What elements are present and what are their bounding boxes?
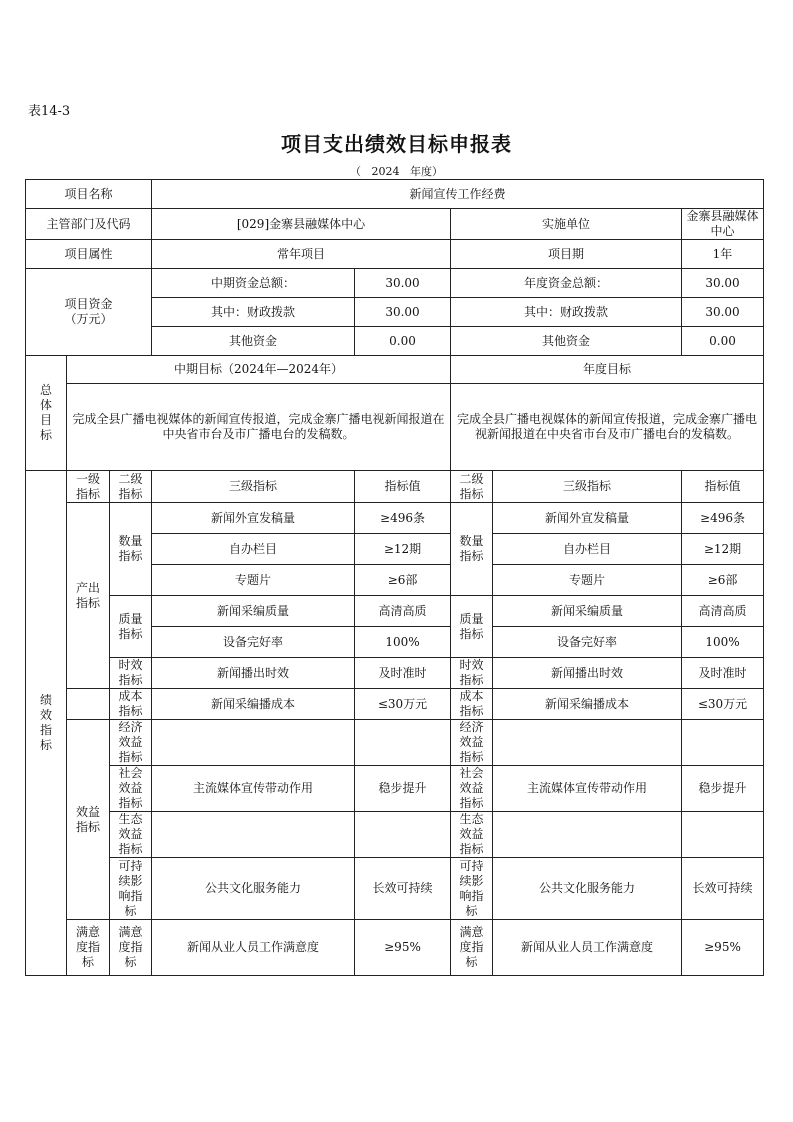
eco-1-value <box>355 812 451 858</box>
timeliness-1-value: 及时准时 <box>355 658 451 689</box>
satisfaction-sub-label: 满意 度指 标 <box>110 920 152 976</box>
header-level3: 三级指标 <box>152 471 355 503</box>
sustain-1-value: 长效可持续 <box>355 858 451 920</box>
quantity-2-name: 自办栏目 <box>152 534 355 565</box>
economic-1-name <box>152 720 355 766</box>
economic-indicator-label: 经济 效益 指标 <box>110 720 152 766</box>
project-attr-value: 常年项目 <box>152 240 451 269</box>
satisfaction-sub-label-annual: 满意 度指 标 <box>451 920 493 976</box>
sustain-indicator-label: 可持 续影 响指 标 <box>110 858 152 920</box>
quantity-indicator-label-annual: 数量 指标 <box>451 503 493 596</box>
mid-goal-header: 中期目标（2024年—2024年） <box>67 356 451 384</box>
sustain-indicator-label-annual: 可持 续影 响指 标 <box>451 858 493 920</box>
economic-1-value-annual <box>682 720 764 766</box>
year-total-value: 30.00 <box>682 269 764 298</box>
cost-1-name: 新闻采编播成本 <box>152 689 355 720</box>
quantity-3-value-annual: ≥6部 <box>682 565 764 596</box>
eco-indicator-label-annual: 生态 效益 指标 <box>451 812 493 858</box>
quality-indicator-label-annual: 质量 指标 <box>451 596 493 658</box>
mid-goal-text: 完成全县广播电视媒体的新闻宣传报道，完成金寨广播电视新闻报道在中央省市台及市广播电台的发稿数。 <box>67 384 451 471</box>
mid-total-label: 中期资金总额： <box>152 269 355 298</box>
quantity-2-value-annual: ≥12期 <box>682 534 764 565</box>
header-value: 指标值 <box>355 471 451 503</box>
form-code: 表14-3 <box>28 104 71 119</box>
project-name-value: 新闻宣传工作经费 <box>152 180 764 209</box>
cost-indicator-label: 成本 指标 <box>110 689 152 720</box>
quantity-indicator-label: 数量 指标 <box>110 503 152 596</box>
timeliness-indicator-label-annual: 时效 指标 <box>451 658 493 689</box>
year-total-label: 年度资金总额： <box>451 269 682 298</box>
mid-total-value: 30.00 <box>355 269 451 298</box>
social-1-value: 稳步提升 <box>355 766 451 812</box>
timeliness-1-value-annual: 及时准时 <box>682 658 764 689</box>
eco-1-name-annual <box>493 812 682 858</box>
timeliness-1-name: 新闻播出时效 <box>152 658 355 689</box>
year-line: （ 2024 年度） <box>350 165 443 178</box>
timeliness-1-name-annual: 新闻播出时效 <box>493 658 682 689</box>
year-fiscal-label: 其中：财政拨款 <box>451 298 682 327</box>
page-title: 项目支出绩效目标申报表 <box>281 132 512 156</box>
indicator-section-label: 绩 效 指 标 <box>26 471 67 976</box>
quantity-3-name-annual: 专题片 <box>493 565 682 596</box>
social-indicator-label-annual: 社会 效益 指标 <box>451 766 493 812</box>
quality-2-name-annual: 设备完好率 <box>493 627 682 658</box>
sustain-1-name-annual: 公共文化服务能力 <box>493 858 682 920</box>
eco-indicator-label: 生态 效益 指标 <box>110 812 152 858</box>
quality-1-value: 高清高质 <box>355 596 451 627</box>
satisfaction-1-value-annual: ≥95% <box>682 920 764 976</box>
mid-fiscal-value: 30.00 <box>355 298 451 327</box>
header-level1: 一级 指标 <box>67 471 110 503</box>
output-indicator-spacer <box>67 689 110 720</box>
impl-unit-value: 金寨县融媒体中心 <box>682 209 764 240</box>
social-indicator-label: 社会 效益 指标 <box>110 766 152 812</box>
impl-unit-label: 实施单位 <box>451 209 682 240</box>
quality-1-name-annual: 新闻采编质量 <box>493 596 682 627</box>
quantity-1-value: ≥496条 <box>355 503 451 534</box>
benefit-indicator-label: 效益 指标 <box>67 720 110 920</box>
header-level2: 二级 指标 <box>110 471 152 503</box>
year-other-value: 0.00 <box>682 327 764 356</box>
year-other-label: 其他资金 <box>451 327 682 356</box>
sustain-1-value-annual: 长效可持续 <box>682 858 764 920</box>
header-level3-annual: 三级指标 <box>493 471 682 503</box>
satisfaction-indicator-label: 满意 度指 标 <box>67 920 110 976</box>
quality-1-value-annual: 高清高质 <box>682 596 764 627</box>
timeliness-indicator-label: 时效 指标 <box>110 658 152 689</box>
year-goal-header: 年度目标 <box>451 356 764 384</box>
quantity-1-value-annual: ≥496条 <box>682 503 764 534</box>
economic-1-name-annual <box>493 720 682 766</box>
overall-goal-label: 总 体 目 标 <box>26 356 67 471</box>
header-level2-annual: 二级 指标 <box>451 471 493 503</box>
dept-label: 主管部门及代码 <box>26 209 152 240</box>
cost-1-name-annual: 新闻采编播成本 <box>493 689 682 720</box>
quantity-3-value: ≥6部 <box>355 565 451 596</box>
cost-indicator-label-annual: 成本 指标 <box>451 689 493 720</box>
quality-indicator-label: 质量 指标 <box>110 596 152 658</box>
sustain-1-name: 公共文化服务能力 <box>152 858 355 920</box>
quality-2-value: 100% <box>355 627 451 658</box>
project-period-value: 1年 <box>682 240 764 269</box>
project-name-label: 项目名称 <box>26 180 152 209</box>
header-value-annual: 指标值 <box>682 471 764 503</box>
satisfaction-1-value: ≥95% <box>355 920 451 976</box>
quantity-3-name: 专题片 <box>152 565 355 596</box>
quantity-1-name-annual: 新闻外宣发稿量 <box>493 503 682 534</box>
social-1-name-annual: 主流媒体宣传带动作用 <box>493 766 682 812</box>
satisfaction-1-name: 新闻从业人员工作满意度 <box>152 920 355 976</box>
dept-value: [029]金寨县融媒体中心 <box>152 209 451 240</box>
quantity-2-value: ≥12期 <box>355 534 451 565</box>
cost-1-value-annual: ≤30万元 <box>682 689 764 720</box>
social-1-name: 主流媒体宣传带动作用 <box>152 766 355 812</box>
performance-table <box>25 179 764 976</box>
cost-1-value: ≤30万元 <box>355 689 451 720</box>
year-fiscal-value: 30.00 <box>682 298 764 327</box>
mid-other-value: 0.00 <box>355 327 451 356</box>
social-1-value-annual: 稳步提升 <box>682 766 764 812</box>
project-attr-label: 项目属性 <box>26 240 152 269</box>
economic-indicator-label-annual: 经济 效益 指标 <box>451 720 493 766</box>
quality-2-name: 设备完好率 <box>152 627 355 658</box>
eco-1-value-annual <box>682 812 764 858</box>
eco-1-name <box>152 812 355 858</box>
mid-fiscal-label: 其中：财政拨款 <box>152 298 355 327</box>
quality-1-name: 新闻采编质量 <box>152 596 355 627</box>
quantity-2-name-annual: 自办栏目 <box>493 534 682 565</box>
quantity-1-name: 新闻外宣发稿量 <box>152 503 355 534</box>
project-period-label: 项目期 <box>451 240 682 269</box>
output-indicator-label: 产出 指标 <box>67 503 110 689</box>
quality-2-value-annual: 100% <box>682 627 764 658</box>
satisfaction-1-name-annual: 新闻从业人员工作满意度 <box>493 920 682 976</box>
economic-1-value <box>355 720 451 766</box>
mid-other-label: 其他资金 <box>152 327 355 356</box>
year-goal-text: 完成全县广播电视媒体的新闻宣传报道，完成金寨广播电视新闻报道在中央省市台及市广播电台的发稿数。 <box>451 384 764 471</box>
funds-label: 项目资金 （万元） <box>26 269 152 356</box>
